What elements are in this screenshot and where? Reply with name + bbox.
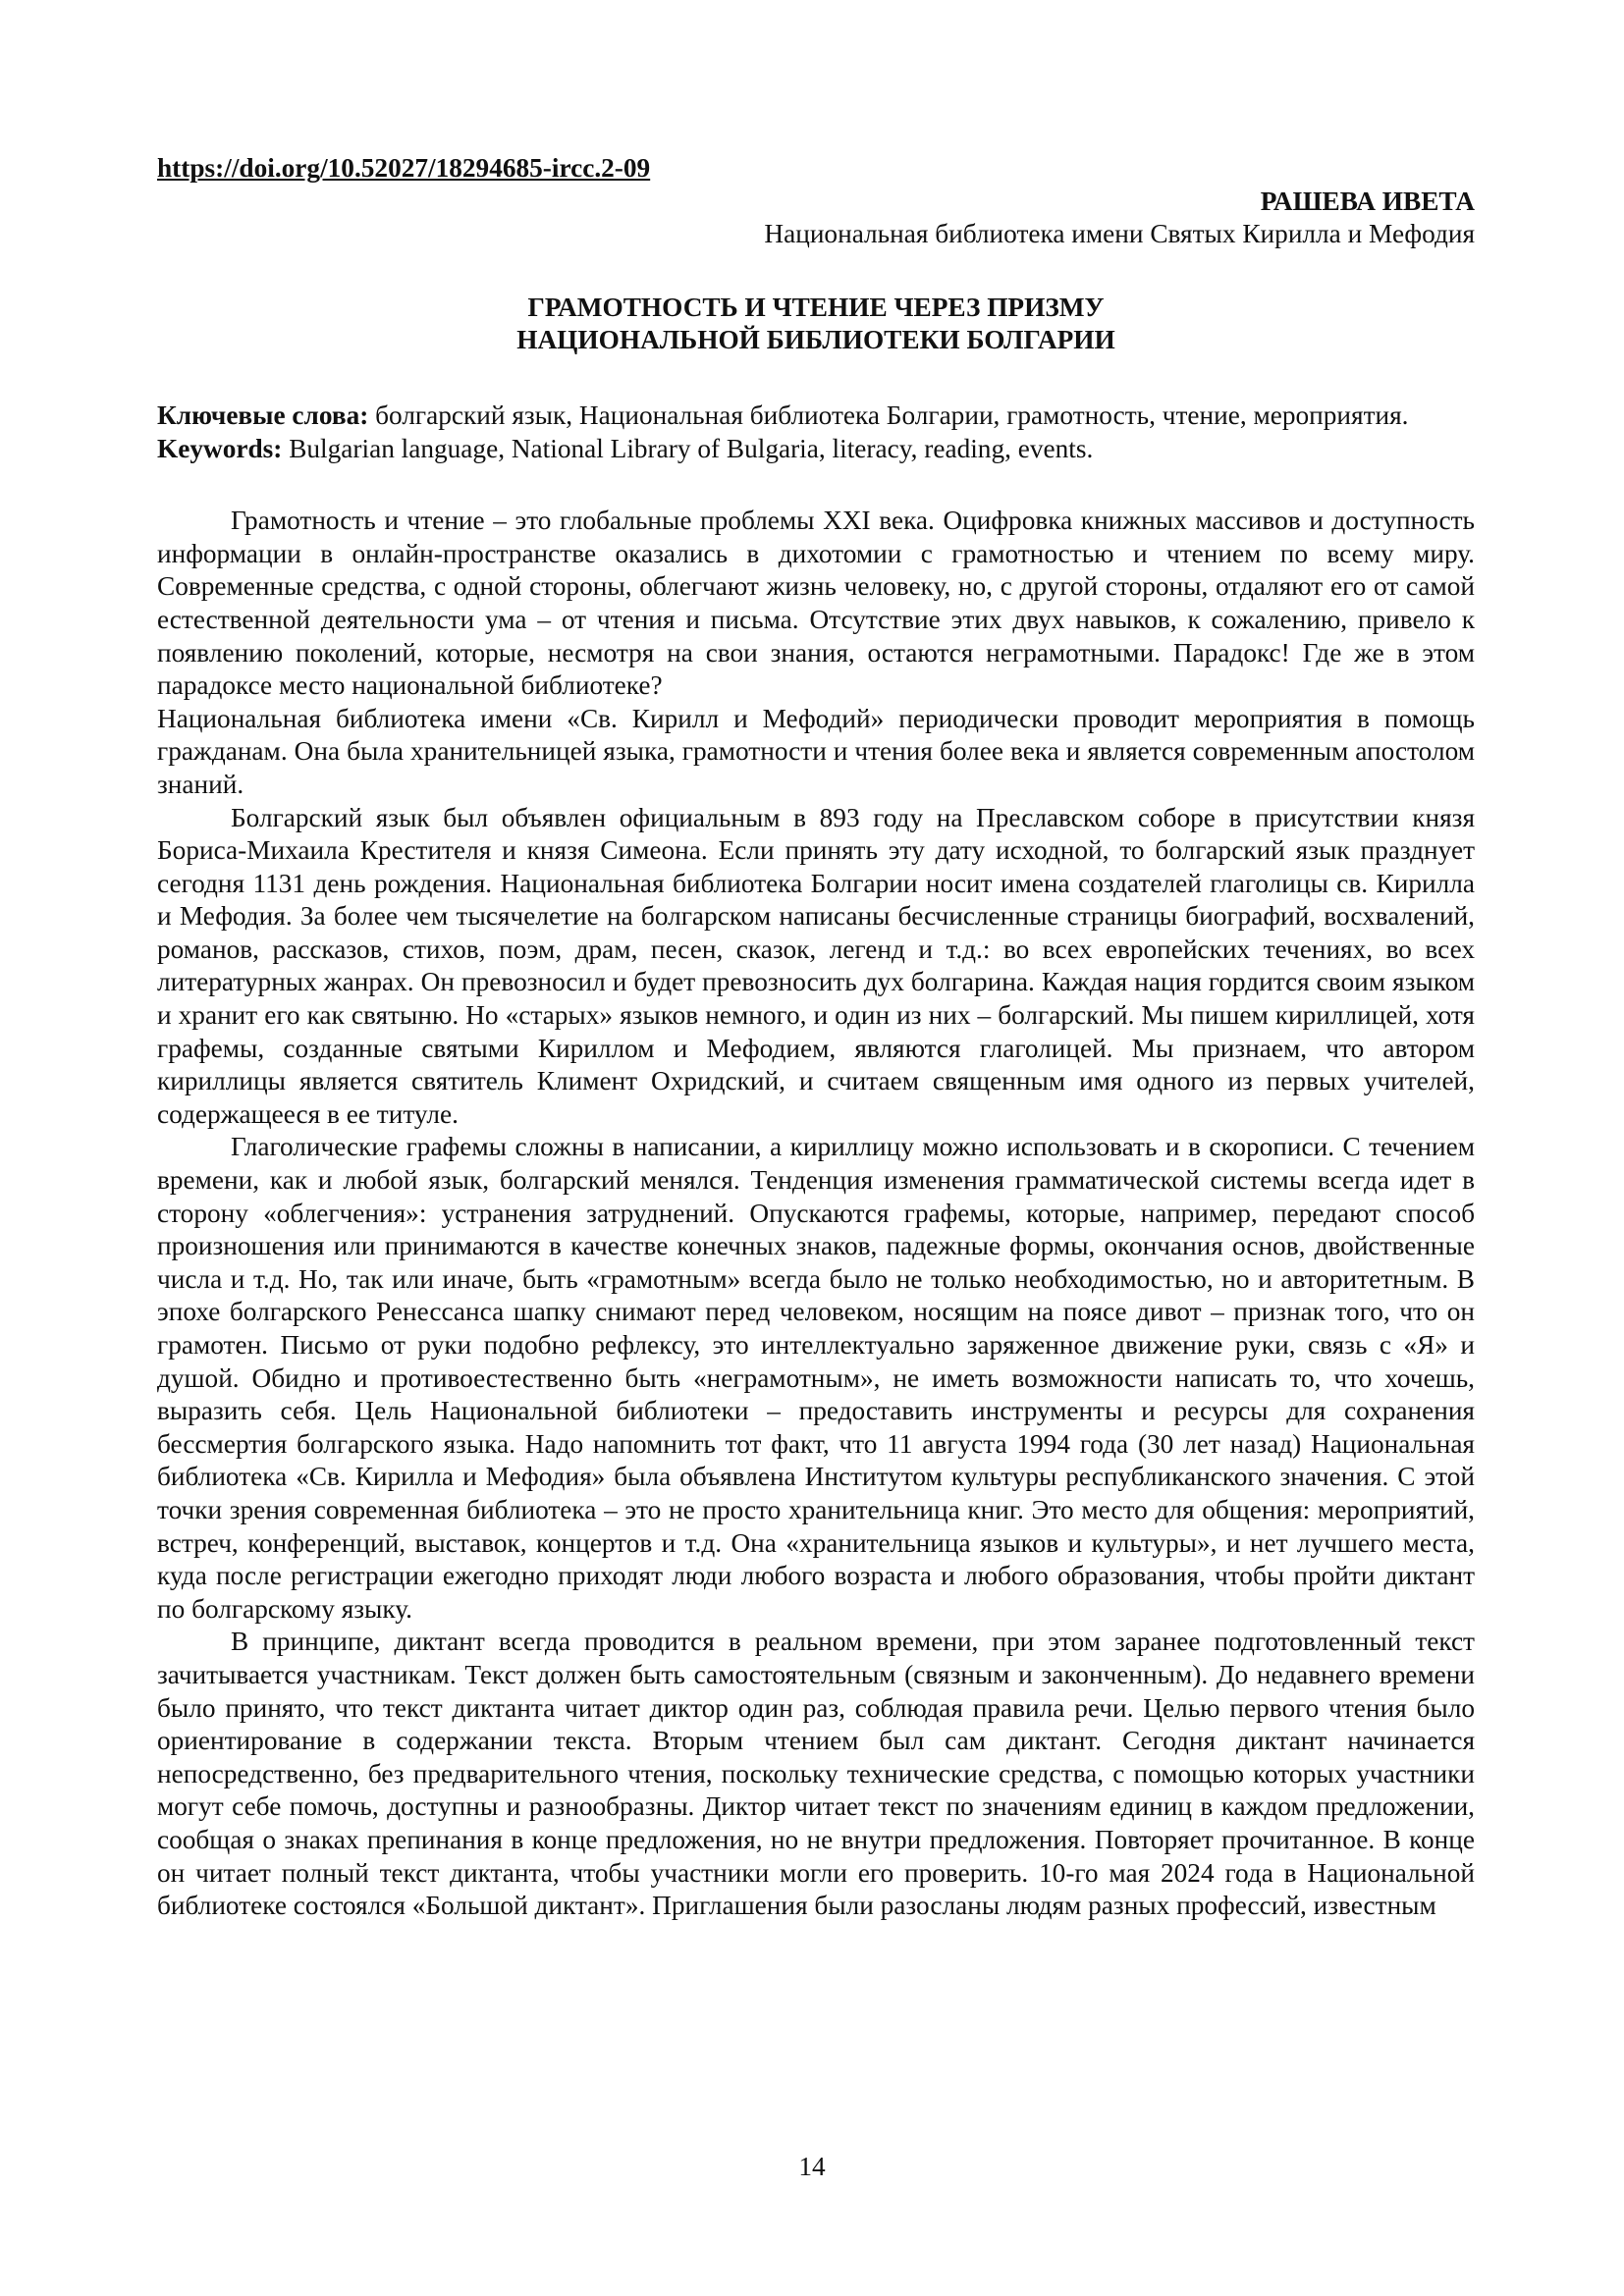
author-name: РАШЕВА ИВЕТА	[1260, 186, 1475, 216]
article-title	[157, 292, 1475, 357]
body-paragraph-5: В принципе, диктант всегда проводится в реальном времени, при этом заранее подготовленный текст зачитывается участникам. Текст должен быть самостоятельным (связным и законченным). До недавнего времени было принято, что текст диктанта читает диктор один раз, соблюдая правила речи. Целью первого чтения было ориентирование в содержании текста. Вторым чтением был сам диктант. Сегодня диктант начинается непосредственно, без предварительного чтения, поскольку технические средства, с помощью которых участники могут себе помочь, доступны и разнообразны. Диктор читает текст по значениям единиц в каждом предложении, сообщая о знаках препинания в конце предложения, но не внутри предложения. Повторяет прочитанное. В конце он читает полный текст диктанта, чтобы участники могли его проверить. 10-го мая 2024 года в Национальной библиотеке состоялся «Большой диктант». Приглашения были разосланы людям разных профессий, известным	[157, 1627, 1475, 1921]
keywords-ru-label: Ключевые слова:	[157, 400, 369, 430]
keywords-en-text: Bulgarian language, National Library of Bulgaria, literacy, reading, events.	[282, 433, 1094, 463]
body-paragraph-1: Грамотность и чтение – это глобальные проблемы XXI века. Оцифровка книжных массивов и доступность информации в онлайн-пространстве оказались в дихотомии с грамотностью и чтением по всему миру. Современные средства, с одной стороны, облегчают жизнь человеку, но, с другой стороны, отдаляют его от самой естественной деятельности ума – от чтения и письма. Отсутствие этих двух навыков, к сожалению, привело к появлению поколений, которые, несмотря на свои знания, остаются неграмотными. Парадокс! Где же в этом парадоксе место национальной библиотеке?	[157, 506, 1475, 701]
body-paragraph-2: Национальная библиотека имени «Св. Кирилл и Мефодий» периодически проводит мероприятия в помощь гражданам. Она была хранительницей языка, грамотности и чтения более века и является современным апостолом знаний.	[157, 703, 1475, 799]
keywords-ru-text: болгарский язык, Национальная библиотека Болгарии, грамотность, чтение, мероприятия.	[368, 400, 1409, 430]
body-paragraph-4: Глаголические графемы сложны в написании, а кириллицу можно использовать и в скорописи. С течением времени, как и любой язык, болгарский менялся. Тенденция изменения грамматической системы всегда идет в сторону «облегчения»: устранения затруднений. Опускаются графемы, которые, например, передают способ произношения или принимаются в качестве конечных знаков, падежные формы, окончания основ, двойственные числа и т.д. Но, так или иначе, быть «грамотным» всегда было не только необходимостью, но и авторитетным. В эпохе болгарского Ренессанса шапку снимают перед человеком, носящим на поясе дивот – признак того, что он грамотен. Письмо от руки подобно рефлексу, это интеллектуально заряженное движение руки, связь с «Я» и душой. Обидно и противоестественно быть «неграмотным», не иметь возможности написать то, что хочешь, выразить себя. Цель Национальной библиотеки – предоставить инструменты и ресурсы для сохранения бессмертия болгарского языка. Надо напомнить тот факт, что 11 августа 1994 года (30 лет назад) Национальная библиотека «Св. Кирилла и Мефодия» была объявлена Институтом культуры республиканского значения. С этой точки зрения современная библиотека – это не просто хранительница книг. Это место для общения: мероприятий, встреч, конференций, выставок, концертов и т.д. Она «хранительница языков и культуры», и нет лучшего места, куда после регистрации ежегодно приходят люди любого возраста и любого образования, чтобы пройти диктант по болгарскому языку.	[157, 1132, 1475, 1624]
keywords-en-label: Keywords:	[157, 433, 283, 463]
keywords-ru	[157, 400, 1475, 433]
page-number: 14	[798, 2152, 826, 2181]
keywords-block	[157, 400, 1475, 465]
article-title-line-2: НАЦИОНАЛЬНОЙ БИБЛИОТЕКИ БОЛГАРИИ	[516, 325, 1115, 355]
article-title-line-1: ГРАМОТНОСТЬ И ЧТЕНИЕ ЧЕРЕЗ ПРИЗМУ	[527, 292, 1105, 322]
doi-link[interactable]: https://doi.org/10.52027/18294685-ircc.2-09	[157, 153, 651, 183]
article-body	[157, 505, 1475, 1923]
body-paragraph-3: Болгарский язык был объявлен официальным в 893 году на Преславском соборе в присутствии князя Бориса-Михаила Крестителя и князя Симеона. Если принять эту дату исходной, то болгарский язык празднует сегодня 1131 день рождения. Национальная библиотека Болгарии носит имена создателей глаголицы св. Кирилла и Мефодия. За более чем тысячелетие на болгарском написаны бесчисленные страницы биографий, восхвалений, романов, рассказов, стихов, поэм, драм, песен, сказок, легенд и т.д.: во всех европейских течениях, во всех литературных жанрах. Он превозносил и будет превозносить дух болгарина. Каждая нация гордится своим языком и хранит его как святыню. Но «старых» языков немного, и один из них – болгарский. Мы пишем кириллицей, хотя графемы, созданные святыми Кириллом и Мефодием, являются глаголицей. Мы признаем, что автором кириллицы является святитель Климент Охридский, и считаем священным имя одного из первых учителей, содержащееся в ее титуле.	[157, 802, 1475, 1129]
author-affiliation: Национальная библиотека имени Святых Кирилла и Мефодия	[764, 219, 1475, 249]
keywords-en	[157, 433, 1475, 466]
page-content	[157, 152, 1475, 1923]
